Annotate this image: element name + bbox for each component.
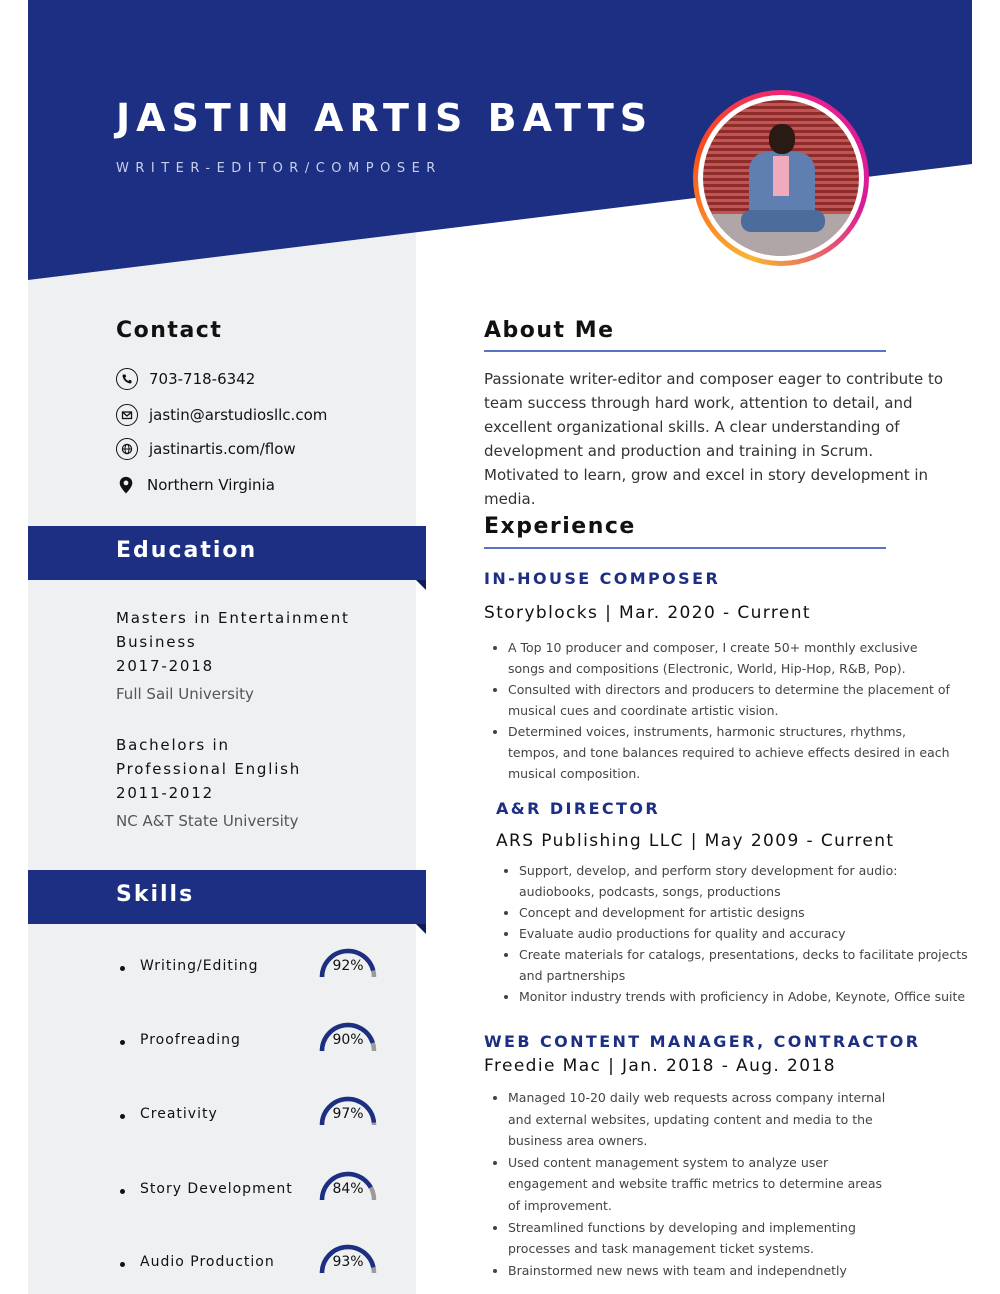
candidate-title: WRITER-EDITOR/COMPOSER xyxy=(116,161,442,176)
location-pin-icon xyxy=(116,475,136,495)
skill-name: Audio Production xyxy=(140,1254,275,1270)
skill-gauge xyxy=(318,1095,378,1131)
list-item: • Brainstormed new news with team and independnetly xyxy=(508,1260,888,1282)
profile-photo xyxy=(693,90,869,266)
job-company: Storyblocks | Mar. 2020 - Current xyxy=(484,603,811,623)
skill-gauge xyxy=(318,1243,378,1279)
education-degree-line1: Masters in Entertainment xyxy=(116,609,350,627)
skill-percent: 84% xyxy=(332,1181,364,1197)
job-bullets xyxy=(486,637,958,784)
list-item: • Create materials for catalogs, presentations, decks to facilitate projects and partnerships xyxy=(519,944,969,986)
list-item: • Concept and development for artistic designs xyxy=(519,902,969,923)
education-entry-masters xyxy=(116,606,406,706)
contact-phone xyxy=(116,366,255,392)
list-item: • A Top 10 producer and composer, I create 50+ monthly exclusive songs and compositions (Electronic, World, Hip-Hop, R&B, Pop). xyxy=(508,637,958,679)
skill-percent: 97% xyxy=(332,1106,364,1122)
education-degree-line2: Professional English xyxy=(116,760,302,778)
skill-gauge xyxy=(318,1170,378,1206)
list-item: • Streamlined functions by developing and implementing processes and task management ticket systems. xyxy=(508,1217,888,1260)
contact-email-text[interactable]: jastin@arstudiosllc.com xyxy=(149,406,328,424)
skill-name: Creativity xyxy=(140,1106,218,1122)
contact-website xyxy=(116,436,296,462)
education-years: 2011-2012 xyxy=(116,784,214,802)
about-text: Passionate writer-editor and composer eager to contribute to team success through hard work, attention to detail, and excellent organizational skills. A clear understanding of development and production and training in Scrum. Motivated to learn, grow and excel in story development in media. xyxy=(484,370,944,508)
job-title: WEB CONTENT MANAGER, CONTRACTOR xyxy=(484,1032,921,1051)
job-bullets xyxy=(486,1087,888,1281)
education-years: 2017-2018 xyxy=(116,657,214,675)
contact-email xyxy=(116,402,327,428)
contact-heading: Contact xyxy=(116,318,223,343)
mail-icon xyxy=(116,404,138,426)
skill-name: Story Development xyxy=(140,1181,293,1197)
skills-heading: Skills xyxy=(116,882,195,907)
skill-percent: 92% xyxy=(332,958,364,974)
education-heading: Education xyxy=(116,538,258,563)
education-banner xyxy=(28,526,426,580)
resume-page xyxy=(28,0,972,1294)
skill-row xyxy=(120,953,390,985)
education-entry-bachelors xyxy=(116,733,406,833)
contact-location-text: Northern Virginia xyxy=(147,476,275,494)
contact-website-text[interactable]: jastinartis.com/flow xyxy=(149,440,296,458)
candidate-name: JASTIN ARTIS BATTS xyxy=(116,96,654,140)
list-item: • Support, develop, and perform story development for audio: audiobooks, podcasts, songs, productions xyxy=(519,860,969,902)
list-item: • Managed 10-20 daily web requests across company internal and external websites, updating content and media to the business area owners. xyxy=(508,1087,888,1152)
about-divider xyxy=(484,350,886,352)
list-item: • Used content management system to analyze user engagement and website traffic metrics to determine areas of improvement. xyxy=(508,1152,888,1217)
phone-icon xyxy=(116,368,138,390)
list-item: • Determined voices, instruments, harmonic structures, rhythms, tempos, and tone balances required to achieve effects desired in each musical composition. xyxy=(508,721,958,784)
skills-banner xyxy=(28,870,426,924)
education-degree-line1: Bachelors in xyxy=(116,736,230,754)
skill-name: Proofreading xyxy=(140,1032,241,1048)
list-item: • Evaluate audio productions for quality and accuracy xyxy=(519,923,969,944)
job-company: ARS Publishing LLC | May 2009 - Current xyxy=(496,831,895,851)
education-degree-line2: Business xyxy=(116,633,197,651)
skill-gauge xyxy=(318,947,378,983)
skill-row xyxy=(120,1249,390,1281)
about-heading: About Me xyxy=(484,318,615,343)
skill-name: Writing/Editing xyxy=(140,958,259,974)
list-item: • Consulted with directors and producers to determine the placement of musical cues and coordinate artistic vision. xyxy=(508,679,958,721)
globe-icon xyxy=(116,438,138,460)
job-bullets xyxy=(497,860,969,1007)
experience-divider xyxy=(484,547,886,549)
job-company: Freedie Mac | Jan. 2018 - Aug. 2018 xyxy=(484,1056,836,1076)
skill-row xyxy=(120,1101,390,1133)
contact-phone-text[interactable]: 703-718-6342 xyxy=(149,370,256,388)
education-school: NC A&T State University xyxy=(116,812,299,830)
job-title: IN-HOUSE COMPOSER xyxy=(484,569,721,588)
experience-heading: Experience xyxy=(484,514,636,539)
list-item: • Monitor industry trends with proficiency in Adobe, Keynote, Office suite xyxy=(519,986,969,1007)
skill-row xyxy=(120,1027,390,1059)
skill-percent: 93% xyxy=(332,1254,364,1270)
skill-percent: 90% xyxy=(332,1032,364,1048)
skill-gauge xyxy=(318,1021,378,1057)
job-title: A&R DIRECTOR xyxy=(496,799,661,818)
contact-location xyxy=(116,472,275,498)
profile-photo-image xyxy=(703,100,859,256)
education-school: Full Sail University xyxy=(116,685,254,703)
skill-row xyxy=(120,1176,390,1208)
